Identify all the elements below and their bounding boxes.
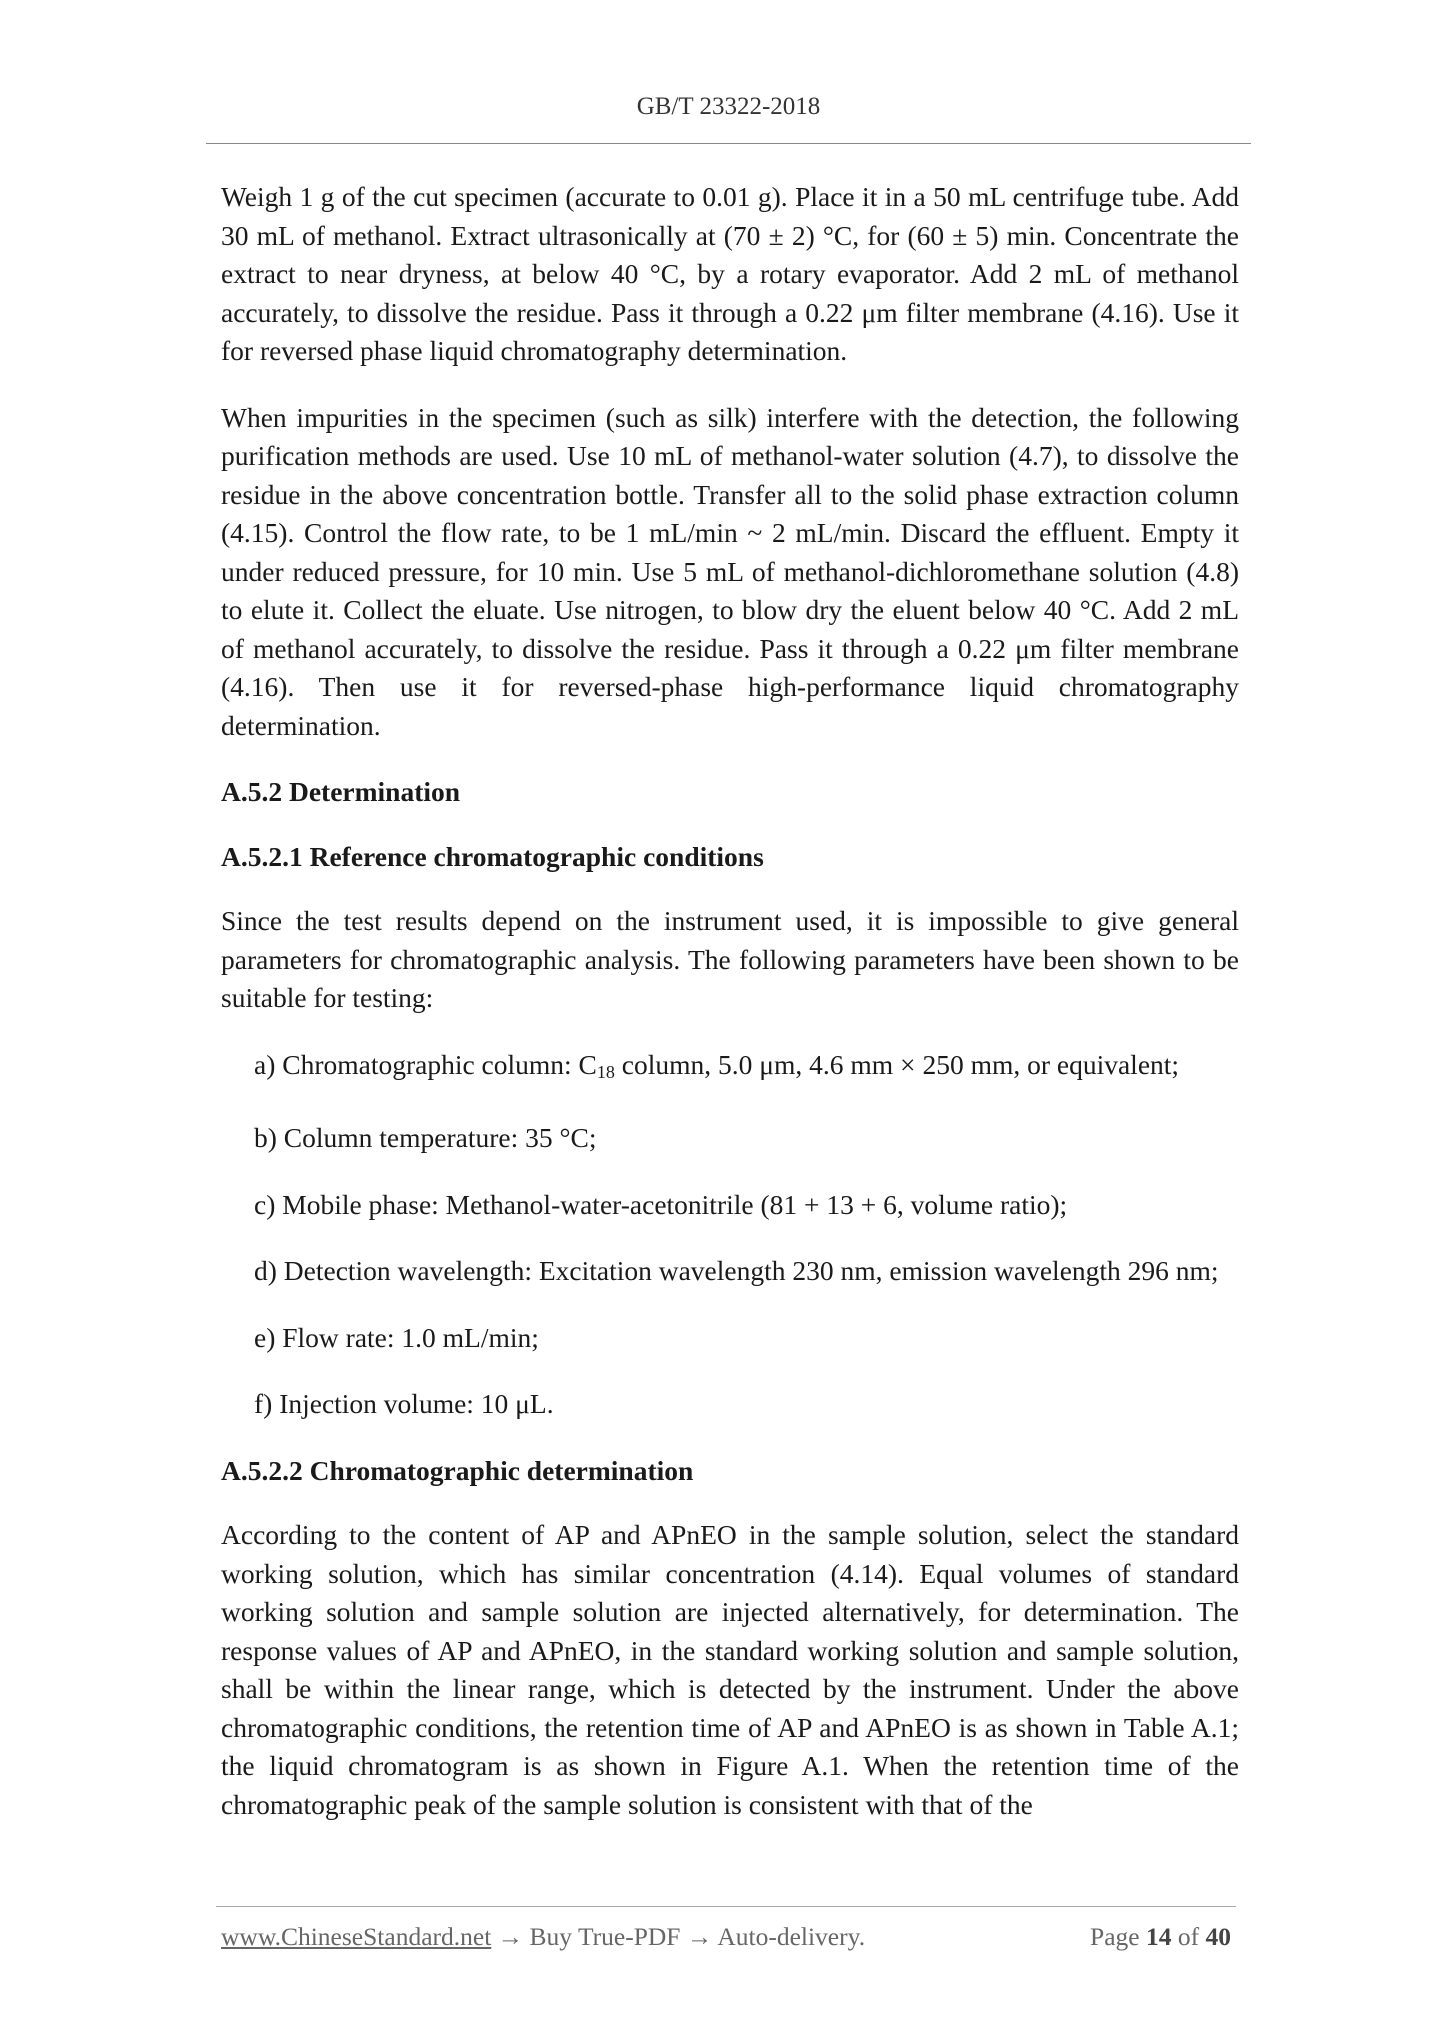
section-heading-reference-conditions: A.5.2.1 Reference chromatographic conditions <box>221 840 764 872</box>
list-item-mobile-phase: c) Mobile phase: Methanol-water-acetonitrile (81 + 13 + 6, volume ratio); <box>254 1188 1068 1220</box>
paragraph-parameters-intro: Since the test results depend on the instrument used, it is impossible to give general parameters for chromatographic analysis. The following parameters have been shown to be suitable for testing: <box>221 905 1239 1013</box>
paragraph-purification: When impurities in the specimen (such as silk) interfere with the detection, the following purification methods are used. Use 10 mL of methanol-water solution (4.7), to dissolve the residue in the above concentration bottle. Transfer all to the solid phase extraction column (4.15). Control the flow rate, to be 1 mL/min ~ 2 mL/min. Discard the effluent. Empty it under reduced pressure, for 10 min. Use 5 mL of methanol-dichloromethane solution (4.8) to elute it. Collect the eluate. Use nitrogen, to blow dry the eluent below 40 °C. Add 2 mL of methanol accurately, to dissolve the residue. Pass it through a 0.22 μm filter membrane (4.16). Then use it for reversed-phase high-performance liquid chromatography determination. <box>221 401 1239 741</box>
header-divider <box>206 143 1251 144</box>
list-item-column-prefix: a) Chromatographic column: C <box>254 1048 597 1080</box>
page-total: 40 <box>1205 1922 1231 1951</box>
site-link[interactable]: www.ChineseStandard.net <box>221 1922 492 1951</box>
page-label: Page <box>1090 1922 1146 1951</box>
list-item-temperature: b) Column temperature: 35 °C; <box>254 1122 597 1153</box>
paragraph-determination: According to the content of AP and APnEO in the sample solution, select the standard working solution, which has similar concentration (4.14). Equal volumes of standard working solution and sample solution are injected alternatively, for determination. The response values of AP and APnEO, in the standard working solution and sample solution, shall be within the linear range, which is detected by the instrument. Under the above chromatographic conditions, the retention time of AP and APnEO is as shown in Table A.1; the liquid chromatogram is as shown in Figure A.1. When the retention time of the chromatographic peak of the sample solution is consistent with that of the <box>221 1519 1239 1820</box>
list-item-injection-volume: f) Injection volume: 10 μL. <box>254 1388 554 1419</box>
section-heading-chromatographic-determination: A.5.2.2 Chromatographic determination <box>221 1454 694 1486</box>
list-item-flow-rate: e) Flow rate: 1.0 mL/min; <box>254 1321 539 1353</box>
page-current: 14 <box>1146 1922 1172 1951</box>
list-item-wavelength: d) Detection wavelength: Excitation wavelength 230 nm, emission wavelength 296 nm; <box>254 1255 1219 1286</box>
page-footer <box>221 1922 1231 1952</box>
paragraph-extraction: Weigh 1 g of the cut specimen (accurate to 0.01 g). Place it in a 50 mL centrifuge tube. Add 30 mL of methanol. Extract ultrasonically at (70 ± 2) °C, for (60 ± 5) min. Concentrate the extract to near dryness, at below 40 °C, by a rotary evaporator. Add 2 mL of methanol accurately, to dissolve the residue. Pass it through a 0.22 μm filter membrane (4.16). Use it for reversed phase liquid chromatography determination. <box>221 181 1239 366</box>
page-of: of <box>1171 1922 1206 1951</box>
page-header <box>206 93 1251 121</box>
section-heading-determination: A.5.2 Determination <box>221 776 461 807</box>
footer-divider <box>216 1906 1236 1907</box>
list-item-column <box>221 1046 1239 1092</box>
document-body <box>221 178 1239 1852</box>
page-indicator <box>1090 1922 1231 1952</box>
list-item-column-suffix: column, 5.0 μm, 4.6 mm × 250 mm, or equivalent; <box>614 1048 1180 1080</box>
footer-promo: → Buy True-PDF → Auto-delivery. <box>491 1922 866 1951</box>
list-item-column-subscript: 18 <box>596 1061 615 1082</box>
standard-code: GB/T 23322-2018 <box>636 93 821 120</box>
